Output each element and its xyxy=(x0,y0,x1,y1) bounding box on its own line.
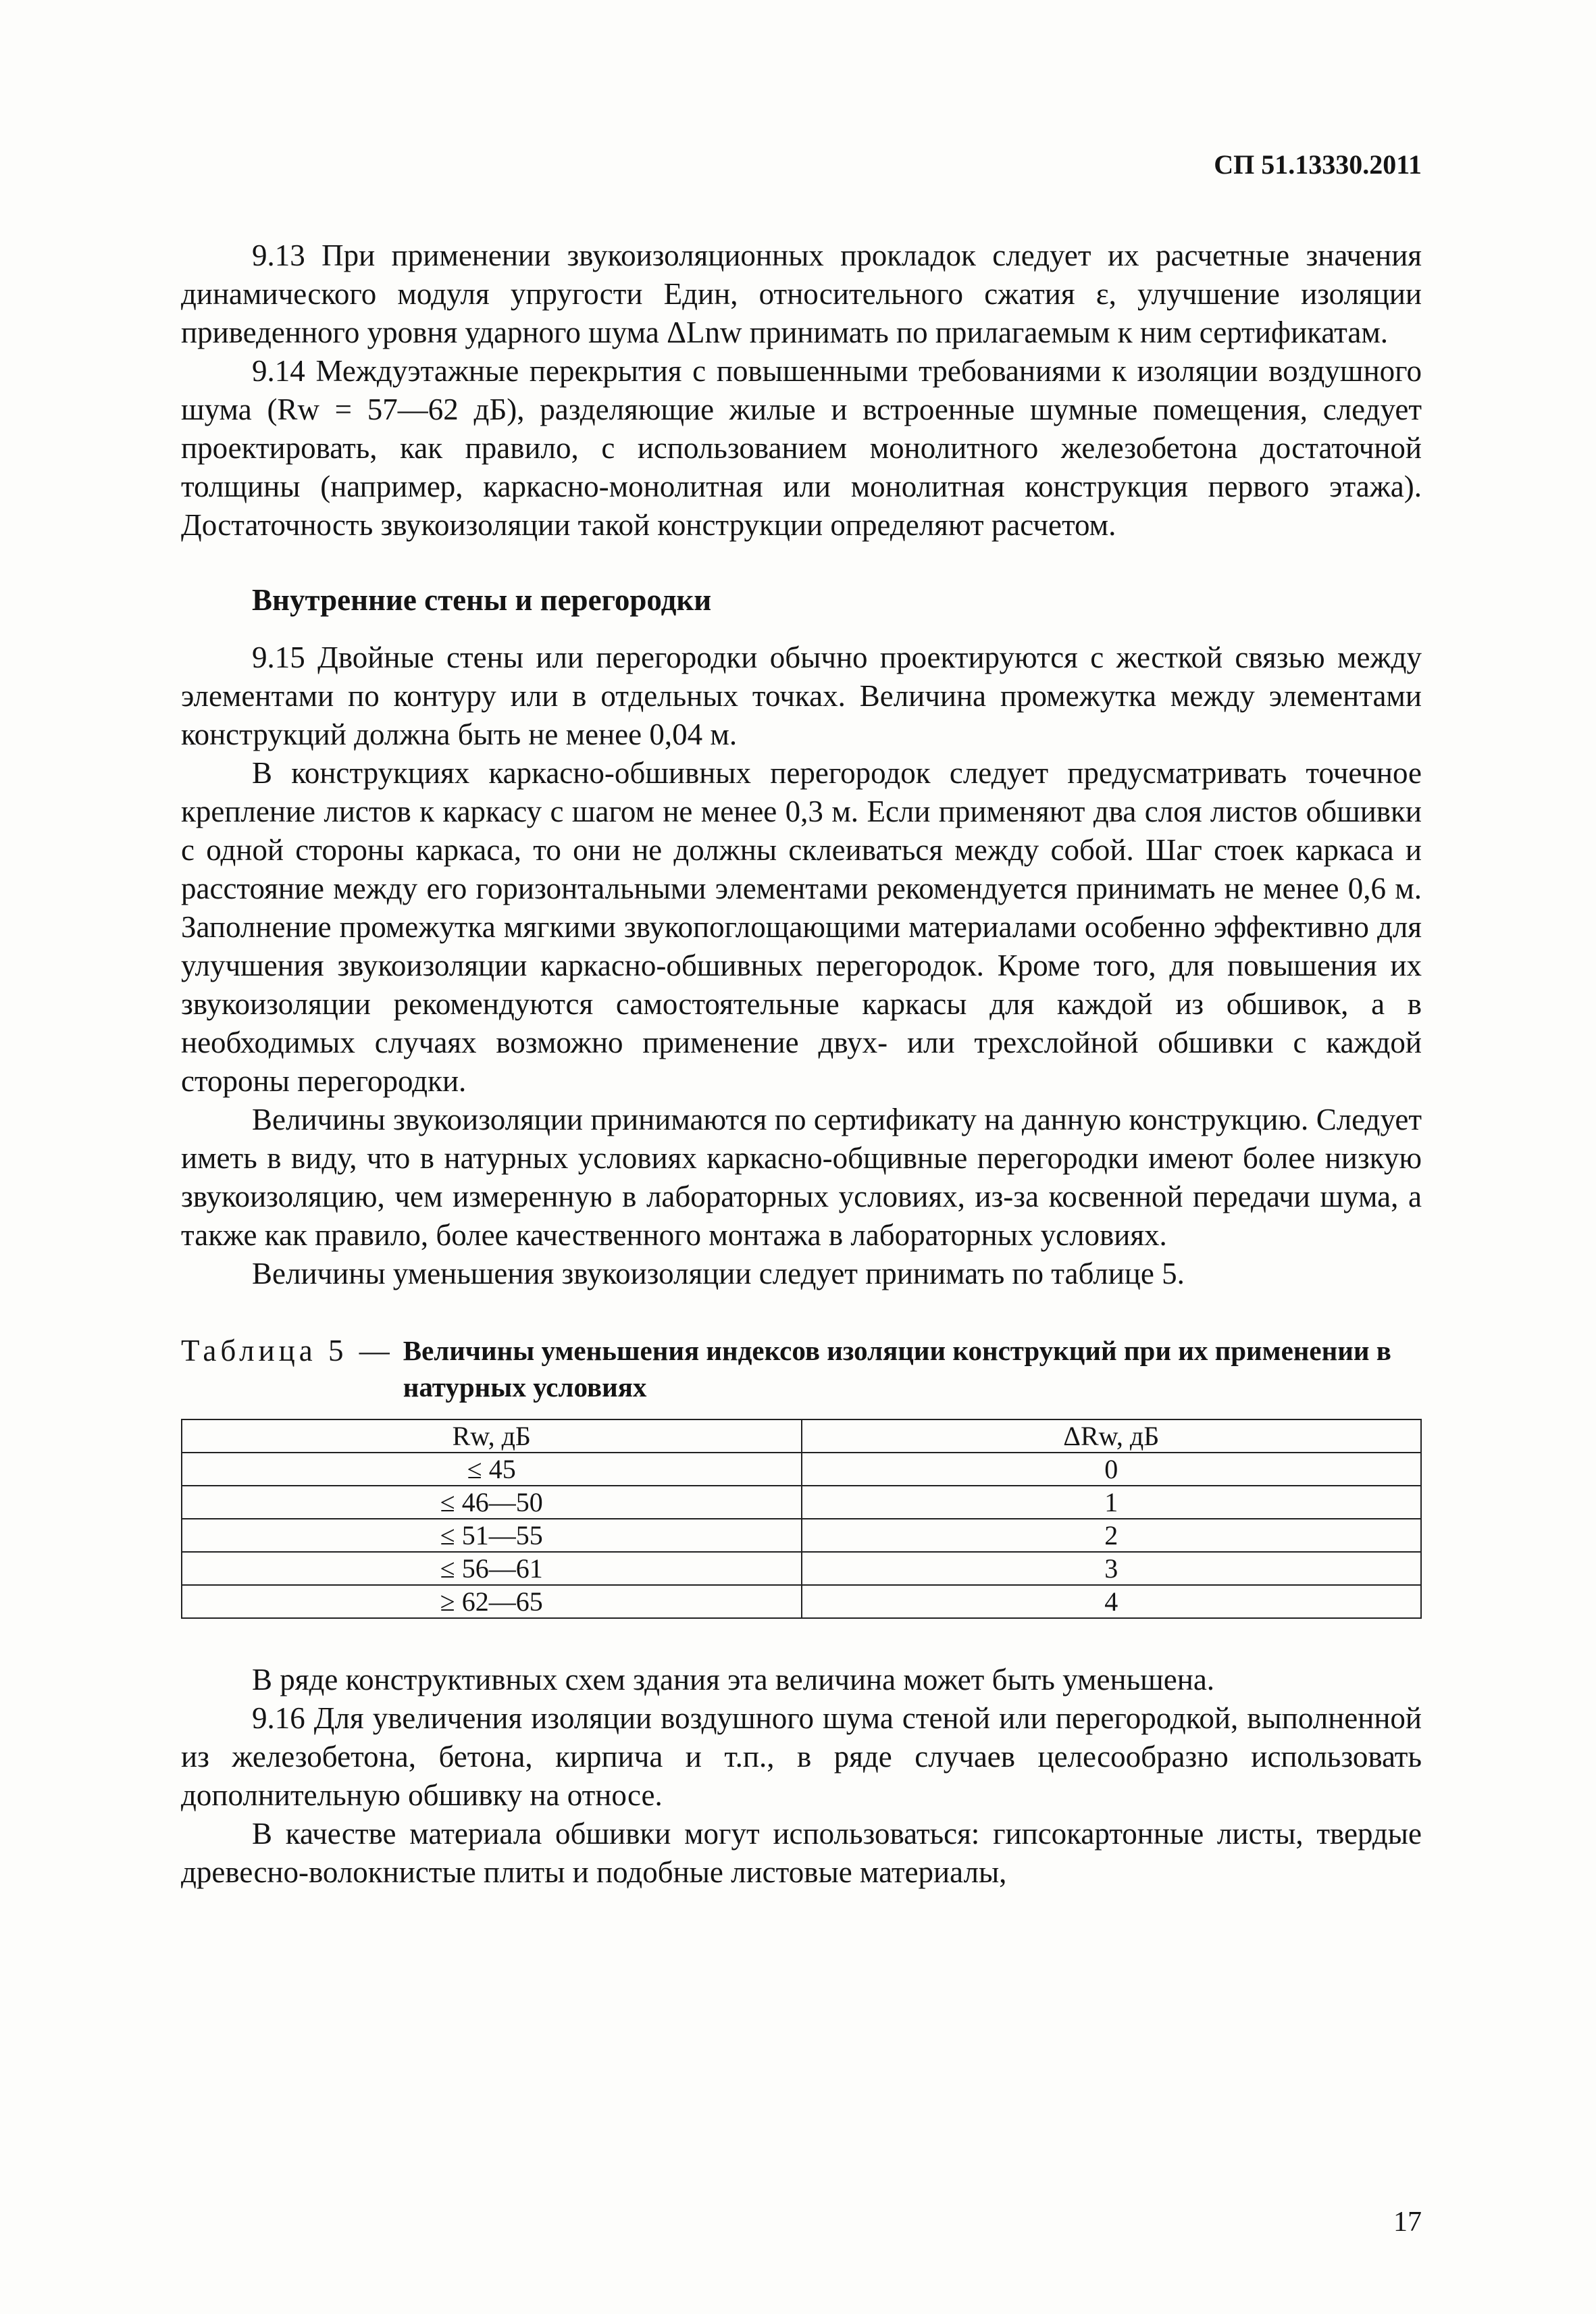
cell-delta-rw: 2 xyxy=(802,1519,1422,1552)
table-row xyxy=(182,1552,1421,1585)
cell-delta-rw: 4 xyxy=(802,1585,1422,1618)
table-title: Величины уменьшения индексов изоляции конструкций при их применении в натурных условиях xyxy=(403,1335,1391,1403)
paragraph-table-reference: Величины уменьшения звукоизоляции следует принимать по таблице 5. xyxy=(252,1257,1185,1290)
paragraph-9-15: 9.15 Двойные стены или перегородки обычно проектируются с жесткой связью между элементами по контуру или в отдельных точках. Величина промежутка между элементами конструкций должна быть не менее 0,04 м. xyxy=(181,640,1422,751)
cell-delta-rw: 3 xyxy=(802,1552,1422,1585)
paragraph-cladding-materials: В качестве материала обшивки могут использоваться: гипсокартонные листы, твердые древесно-волокнистые плиты и подобные листовые материалы, xyxy=(181,1817,1422,1889)
paragraph-9-16: 9.16 Для увеличения изоляции воздушного шума стеной или перегородкой, выполненной из железобетона, бетона, кирпича и т.п., в ряде случаев целесообразно использовать дополнительную обшивку на относе. xyxy=(181,1701,1422,1812)
paragraph-reduction-note: В ряде конструктивных схем здания эта величина может быть уменьшена. xyxy=(252,1663,1215,1696)
table-row xyxy=(182,1453,1421,1486)
table-row xyxy=(182,1486,1421,1519)
section-heading: Внутренние стены и перегородки xyxy=(252,583,712,617)
table-label: Таблица 5 — xyxy=(181,1334,394,1367)
table-5 xyxy=(181,1419,1422,1619)
paragraph-certificate: Величины звукоизоляции принимаются по сертификату на данную конструкцию. Следует иметь в виду, что в натурных условиях каркасно-общивные перегородки имеют более низкую звукоизоляцию, чем измеренную в лабораторных условиях, из-за косвенной передачи шума, а также как правило, более качественного монтажа в лабораторных условиях. xyxy=(181,1103,1422,1252)
table-row xyxy=(182,1519,1421,1552)
cell-rw: ≤ 51—55 xyxy=(182,1519,802,1552)
paragraph-frame-partitions: В конструкциях каркасно-обшивных перегородок следует предусматривать точечное крепление листов к каркасу с шагом не менее 0,3 м. Если применяют два слоя листов обшивки с одной стороны каркаса, то они не должны склеиваться между собой. Шаг стоек каркаса и расстояние между его горизонтальными элементами рекомендуется принимать не менее 0,6 м. Заполнение промежутка мягкими звукопоглощающими материалами особенно эффективно для улучшения звукоизоляции каркасно-обшивных перегородок. Кроме того, для повышения их звукоизоляции рекомендуются самостоятельные каркасы для каждой из обшивок, а в необходимых случаях возможно применение двух- или трехслойной обшивки с каждой стороны перегородки. xyxy=(181,756,1422,1098)
cell-delta-rw: 0 xyxy=(802,1453,1422,1486)
cell-rw: ≥ 62—65 xyxy=(182,1585,802,1618)
header-delta-rw: ΔRw, дБ xyxy=(802,1419,1422,1453)
table-header-row xyxy=(182,1419,1421,1453)
cell-rw: ≤ 45 xyxy=(182,1453,802,1486)
table-row xyxy=(182,1585,1421,1618)
document-code: СП 51.13330.2011 xyxy=(1214,149,1422,180)
table-caption xyxy=(181,1332,1422,1405)
document-page xyxy=(181,149,1422,1892)
cell-delta-rw: 1 xyxy=(802,1486,1422,1519)
paragraph-9-14: 9.14 Междуэтажные перекрытия с повышенными требованиями к изоляции воздушного шума (Rw = 57—62 дБ), разделяющие жилые и встроенные шумные помещения, следует проектировать, как правило, с использованием монолитного железобетона достаточной толщины (например, каркасно-монолитная или монолитная конструкция первого этажа). Достаточность звукоизоляции такой конструкции определяют расчетом. xyxy=(181,354,1422,542)
cell-rw: ≤ 46—50 xyxy=(182,1486,802,1519)
paragraph-9-13: 9.13 При применении звукоизоляционных прокладок следует их расчетные значения динамического модуля упругости Eдин, относительного сжатия ε, улучшение изоляции приведенного уровня ударного шума ΔLnw принимать по прилагаемым к ним сертификатам. xyxy=(181,238,1422,349)
page-number: 17 xyxy=(1393,2207,1422,2238)
header-rw: Rw, дБ xyxy=(182,1419,802,1453)
cell-rw: ≤ 56—61 xyxy=(182,1552,802,1585)
